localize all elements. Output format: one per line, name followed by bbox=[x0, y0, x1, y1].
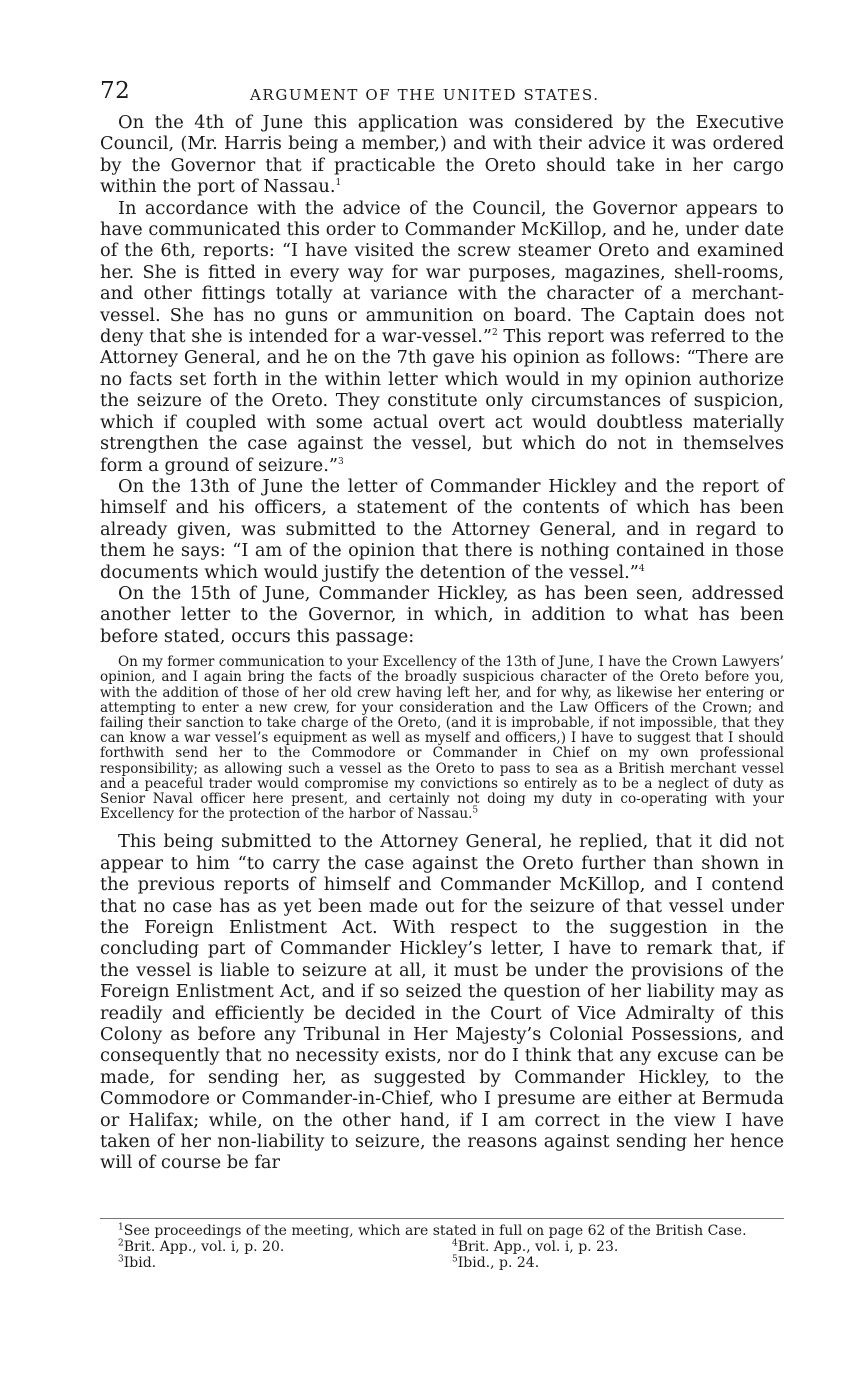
paragraph: On the 15th of June, Commander Hickley, as has been seen, addressed another letter to the Governor, in which, in addition to what has been before stated, occurs this passage: bbox=[100, 582, 784, 647]
footnote: $^1$See proceedings of the meeting, which are stated in full on page 62 of the British Case. bbox=[118, 1222, 747, 1239]
quote-text: On my former communication to your Excellency of the 13th of June, I have the Crown Lawyers’ opinion, and I again bring the facts of the broadly suspicious character of the Oreto before you, with the addition of those of her old crew having left her, and for why, as likewise her entering or attempting to enter a new crew, for your consideration and the Law Officers of the Crown; and failing their sanction to take charge of the Oreto, (and it is improbable, if not impossible, that they can know a war vessel’s equipment as well as myself and officers,) I have to suggest that I should forthwith send her to the Commodore or Commander in Chief on my own professional responsibility; as allowing such a vessel as the Oreto to pass to sea as a British merchant vessel and a peaceful trader would compromise my convictions so entirely as to be a neglect of duty as Senior Naval officer here present, and certainly not doing my duty in co-operating with your Excellency for the protection of the harbor of Nassau.$^5$ bbox=[100, 654, 784, 823]
footnote-row bbox=[100, 1239, 784, 1255]
footnote-row bbox=[100, 1255, 784, 1271]
footnote: $^5$Ibid., p. 24. bbox=[452, 1254, 540, 1271]
paragraph: On the 4th of June this application was considered by the Executive Council, (Mr. Harris being a member,) and with their advice it was ordered by the Governor that if practicable the Oreto should take in her cargo within the port of Nassau.$^1$ bbox=[100, 112, 784, 198]
page-number: 72 bbox=[100, 78, 131, 104]
footnote-ref: 2 bbox=[491, 328, 498, 339]
page-title: ARGUMENT OF THE UNITED STATES. bbox=[250, 86, 600, 104]
footnote-divider bbox=[100, 1218, 784, 1219]
footnote-ref: 3 bbox=[337, 456, 344, 467]
footnote-ref: 4 bbox=[638, 563, 645, 574]
block-quote bbox=[100, 655, 784, 822]
footnote: $^2$Brit. App., vol. i, p. 20. bbox=[118, 1238, 285, 1255]
page bbox=[100, 78, 784, 1174]
paragraph: In accordance with the advice of the Council, the Governor appears to have communicated this order to Commander McKillop, and he, under date of the 6th, reports: “I have visited the screw steamer Oreto and examined her. She is fitted in every way for war purposes, magazines, shell-rooms, and other fittings totally at variance with the character of a merchant-vessel. She has no guns or ammunition on board. The Captain does not deny that she is intended for a war-vessel.”$^2$ This report was referred to the Attorney General, and he on the 7th gave his opinion as follows: “There are no facts set forth in the within letter which would in my opinion authorize the seizure of the Oreto. They constitute only circumstances of suspicion, which if coupled with some actual overt act would doubtless materially strengthen the case against the vessel, but which do not in themselves form a ground of seizure.”$^3$ bbox=[100, 197, 784, 476]
footnote: $^4$Brit. App., vol. i, p. 23. bbox=[452, 1238, 619, 1255]
paragraph: On the 13th of June the letter of Commander Hickley and the report of himself and his officers, a statement of the contents of which has been already given, was submitted to the Attorney General, and in regard to them he says: “I am of the opinion that there is nothing contained in those documents which would justify the detention of the vessel.”$^4$ bbox=[100, 475, 784, 583]
footnotes bbox=[100, 1218, 784, 1271]
running-head bbox=[100, 78, 784, 112]
footnote: $^3$Ibid. bbox=[118, 1254, 157, 1271]
paragraph: This being submitted to the Attorney General, he replied, that it did not appear to him “to carry the case against the Oreto further than shown in the previous reports of himself and Commander McKillop, and I contend that no case has as yet been made out for the seizure of that vessel under the Foreign Enlistment Act. With respect to the suggestion in the concluding part of Commander Hickley’s letter, I have to remark that, if the vessel is liable to seizure at all, it must be under the provisions of the Foreign Enlistment Act, and if so seized the question of her liability may as readily and efficiently be decided in the Court of Vice Admiralty of this Colony as before any Tribunal in Her Majesty’s Colonial Possessions, and consequently that no necessity exists, nor do I think that any excuse can be made, for sending her, as suggested by Commander Hickley, to the Commodore or Commander-in-Chief, who I presume are either at Bermuda or Halifax; while, on the other hand, if I am correct in the view I have taken of her non-liability to seizure, the reasons against sending her hence will of course be far bbox=[100, 831, 784, 1174]
body-text bbox=[100, 112, 784, 1174]
footnote-ref: 5 bbox=[472, 805, 479, 816]
footnote-ref: 1 bbox=[335, 178, 342, 189]
